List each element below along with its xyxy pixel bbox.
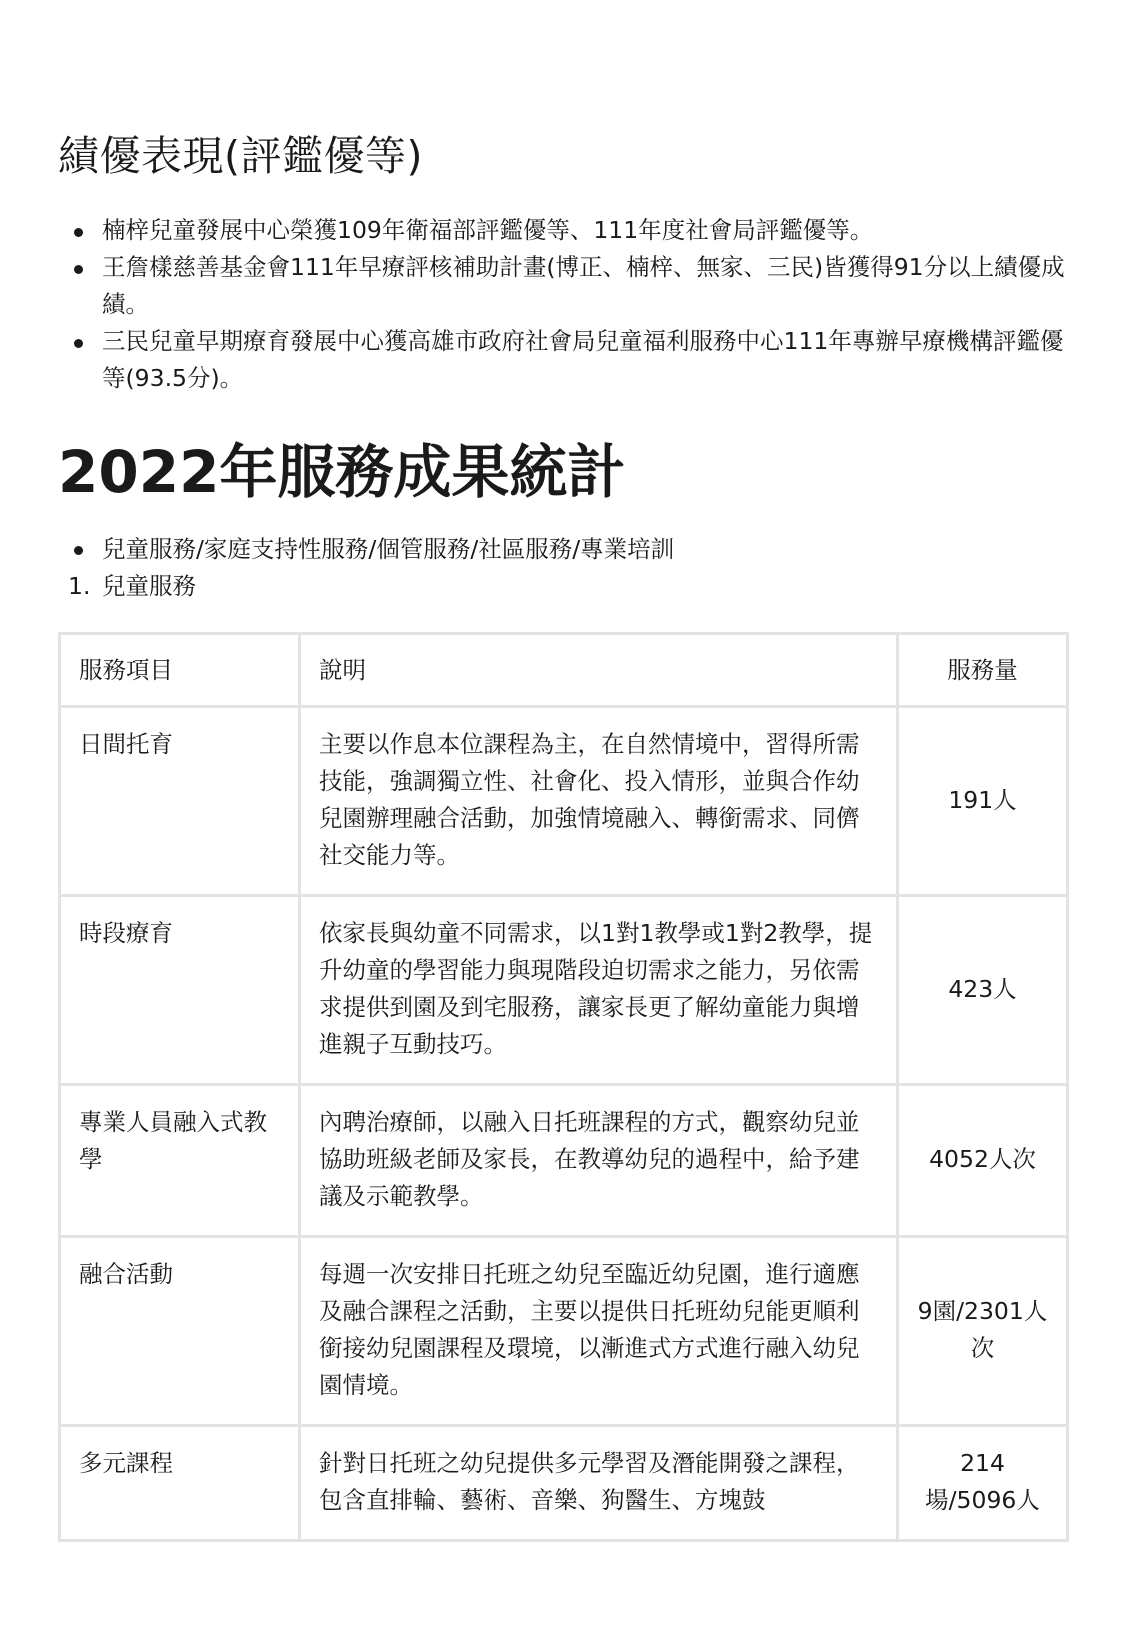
service-categories-list — [58, 531, 674, 567]
list-number: 1. — [68, 572, 91, 600]
cell-amount: 9園/2301人次 — [898, 1237, 1068, 1426]
cell-amount: 423人 — [898, 896, 1068, 1085]
cell-item: 專業人員融入式教學 — [60, 1085, 300, 1237]
column-header-item: 服務項目 — [60, 634, 300, 707]
list-item: 王詹樣慈善基金會111年早療評核補助計畫(博正、楠梓、無家、三民)皆獲得91分以上績優成績。 — [58, 249, 1068, 323]
table-row — [60, 707, 1068, 896]
cell-description: 主要以作息本位課程為主，在自然情境中，習得所需技能，強調獨立性、社會化、投入情形，並與合作幼兒園辦理融合活動，加強情境融入、轉銜需求、同儕社交能力等。 — [300, 707, 898, 896]
table-row — [60, 1085, 1068, 1237]
table-row — [60, 1237, 1068, 1426]
table-header-row — [60, 634, 1068, 707]
table-row — [60, 896, 1068, 1085]
list-item — [58, 568, 196, 604]
column-header-description: 說明 — [300, 634, 898, 707]
service-table — [58, 632, 1069, 1542]
cell-description: 依家長與幼童不同需求，以1對1教學或1對2教學，提升幼童的學習能力與現階段迫切需求之能力，另依需求提供到園及到宅服務，讓家長更了解幼童能力與增進親子互動技巧。 — [300, 896, 898, 1085]
awards-heading: 績優表現(評鑑優等) — [58, 132, 423, 180]
column-header-amount: 服務量 — [898, 634, 1068, 707]
cell-item: 日間托育 — [60, 707, 300, 896]
cell-amount: 191人 — [898, 707, 1068, 896]
list-item: 三民兒童早期療育發展中心獲高雄市政府社會局兒童福利服務中心111年專辦早療機構評鑑優等(93.5分)。 — [58, 323, 1068, 397]
table-row — [60, 1426, 1068, 1541]
cell-item: 融合活動 — [60, 1237, 300, 1426]
list-item: 楠梓兒童發展中心榮獲109年衛福部評鑑優等、111年度社會局評鑑優等。 — [58, 212, 1068, 249]
cell-amount: 4052人次 — [898, 1085, 1068, 1237]
cell-description: 內聘治療師，以融入日托班課程的方式，觀察幼兒並協助班級老師及家長，在教導幼兒的過程中，給予建議及示範教學。 — [300, 1085, 898, 1237]
awards-list — [58, 212, 1068, 397]
cell-item: 多元課程 — [60, 1426, 300, 1541]
cell-amount: 214場/5096人 — [898, 1426, 1068, 1541]
numbered-list — [58, 568, 196, 604]
stats-heading: 2022年服務成果統計 — [58, 438, 626, 506]
cell-item: 時段療育 — [60, 896, 300, 1085]
cell-description: 針對日托班之幼兒提供多元學習及潛能開發之課程，包含直排輪、藝術、音樂、狗醫生、方塊鼓 — [300, 1426, 898, 1541]
cell-description: 每週一次安排日托班之幼兒至臨近幼兒園，進行適應及融合課程之活動，主要以提供日托班幼兒能更順利銜接幼兒園課程及環境，以漸進式方式進行融入幼兒園情境。 — [300, 1237, 898, 1426]
list-item-label: 兒童服務 — [102, 572, 196, 600]
list-item: 兒童服務/家庭支持性服務/個管服務/社區服務/專業培訓 — [58, 531, 674, 567]
